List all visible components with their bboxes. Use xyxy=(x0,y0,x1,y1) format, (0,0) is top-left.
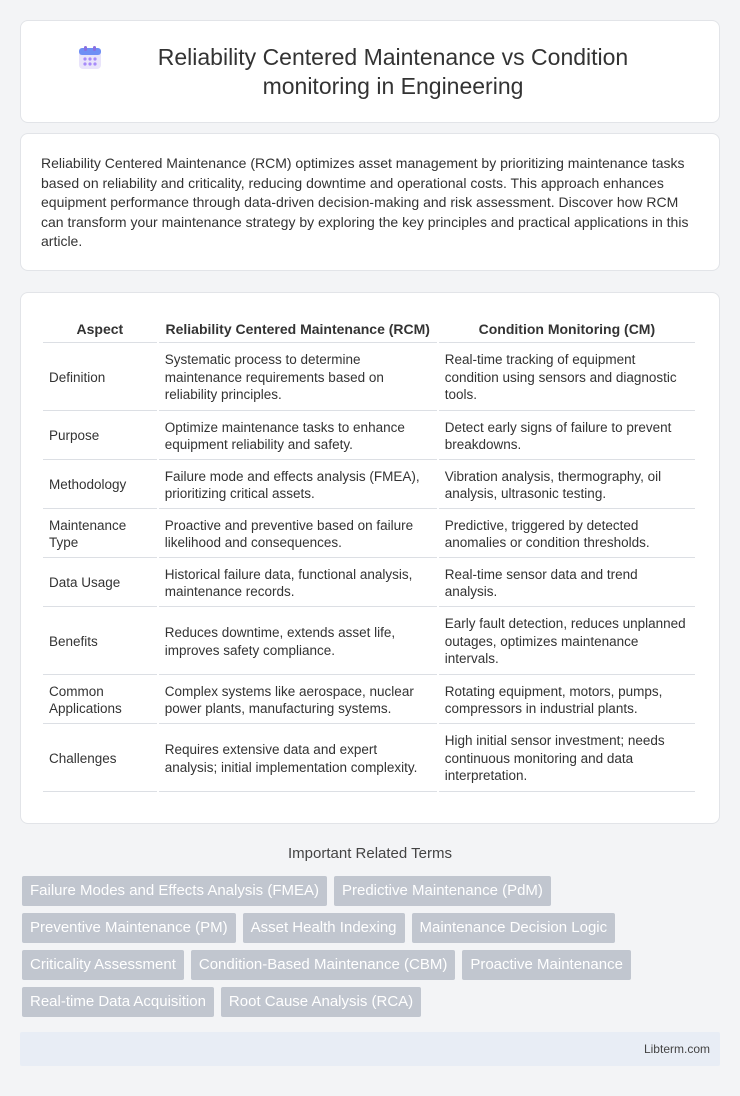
rcm-cell: Systematic process to determine maintenance requirements based on reliability principles. xyxy=(159,345,437,411)
related-term-tag[interactable]: Maintenance Decision Logic xyxy=(412,913,616,943)
cm-cell: Real-time tracking of equipment condition using sensors and diagnostic tools. xyxy=(439,345,695,411)
related-terms-title: Important Related Terms xyxy=(288,845,452,862)
rcm-cell: Historical failure data, functional analysis, maintenance records. xyxy=(159,560,437,607)
cm-cell: Real-time sensor data and trend analysis. xyxy=(439,560,695,607)
page-title: Reliability Centered Maintenance vs Condition monitoring in Engineering xyxy=(157,43,629,99)
table-row xyxy=(43,609,695,675)
rcm-cell: Reduces downtime, extends asset life, improves safety compliance. xyxy=(159,609,437,675)
table-row xyxy=(43,462,695,509)
cm-cell: Vibration analysis, thermography, oil analysis, ultrasonic testing. xyxy=(439,462,695,509)
cm-cell: Predictive, triggered by detected anomalies or condition thresholds. xyxy=(439,511,695,558)
aspect-cell: Common Applications xyxy=(43,677,157,724)
cm-cell: High initial sensor investment; needs continuous monitoring and data interpretation. xyxy=(439,726,695,792)
aspect-cell: Data Usage xyxy=(43,560,157,607)
aspect-cell: Purpose xyxy=(43,413,157,460)
aspect-cell: Benefits xyxy=(43,609,157,675)
intro-paragraph: Reliability Centered Maintenance (RCM) optimizes asset management by prioritizing maintenance tasks based on reliability and criticality, reducing downtime and operational costs. This approach enhances equipment performance through data-driven decision-making and risk assessment. Discover how RCM can transform your maintenance strategy by exploring the key principles and practical applications in this article. xyxy=(41,155,689,249)
table-row xyxy=(43,560,695,607)
aspect-cell: Maintenance Type xyxy=(43,511,157,558)
related-term-tag[interactable]: Preventive Maintenance (PM) xyxy=(22,913,236,943)
related-term-tag[interactable]: Proactive Maintenance xyxy=(462,950,631,980)
cm-cell: Early fault detection, reduces unplanned outages, optimizes maintenance intervals. xyxy=(439,609,695,675)
related-term-tag[interactable]: Real-time Data Acquisition xyxy=(22,987,214,1017)
aspect-cell: Methodology xyxy=(43,462,157,509)
cm-cell: Detect early signs of failure to prevent breakdowns. xyxy=(439,413,695,460)
table-row xyxy=(43,413,695,460)
header-cm: Condition Monitoring (CM) xyxy=(439,315,695,343)
related-term-tag[interactable]: Condition-Based Maintenance (CBM) xyxy=(191,950,455,980)
comparison-table xyxy=(41,313,697,794)
header-aspect: Aspect xyxy=(43,315,157,343)
table-row xyxy=(43,677,695,724)
rcm-cell: Requires extensive data and expert analysis; initial implementation complexity. xyxy=(159,726,437,792)
calendar-icon xyxy=(77,45,103,71)
rcm-cell: Proactive and preventive based on failure likelihood and consequences. xyxy=(159,511,437,558)
cm-cell: Rotating equipment, motors, pumps, compressors in industrial plants. xyxy=(439,677,695,724)
table-header-row xyxy=(43,315,695,343)
header-rcm: Reliability Centered Maintenance (RCM) xyxy=(159,315,437,343)
footer-site-link[interactable]: Libterm.com xyxy=(643,1042,710,1056)
table-row xyxy=(43,511,695,558)
aspect-cell: Definition xyxy=(43,345,157,411)
intro-card xyxy=(20,133,720,271)
comparison-table-card xyxy=(20,292,720,824)
rcm-cell: Failure mode and effects analysis (FMEA), prioritizing critical assets. xyxy=(159,462,437,509)
title-card xyxy=(20,20,720,123)
rcm-cell: Optimize maintenance tasks to enhance equipment reliability and safety. xyxy=(159,413,437,460)
rcm-cell: Complex systems like aerospace, nuclear power plants, manufacturing systems. xyxy=(159,677,437,724)
footer xyxy=(20,1032,720,1066)
related-term-tag[interactable]: Asset Health Indexing xyxy=(243,913,405,943)
related-term-tag[interactable]: Predictive Maintenance (PdM) xyxy=(334,876,551,906)
related-term-tag[interactable]: Root Cause Analysis (RCA) xyxy=(221,987,421,1017)
table-row xyxy=(43,726,695,792)
related-terms-list xyxy=(22,876,702,1024)
related-term-tag[interactable]: Criticality Assessment xyxy=(22,950,184,980)
aspect-cell: Challenges xyxy=(43,726,157,792)
related-term-tag[interactable]: Failure Modes and Effects Analysis (FMEA) xyxy=(22,876,327,906)
table-row xyxy=(43,345,695,411)
